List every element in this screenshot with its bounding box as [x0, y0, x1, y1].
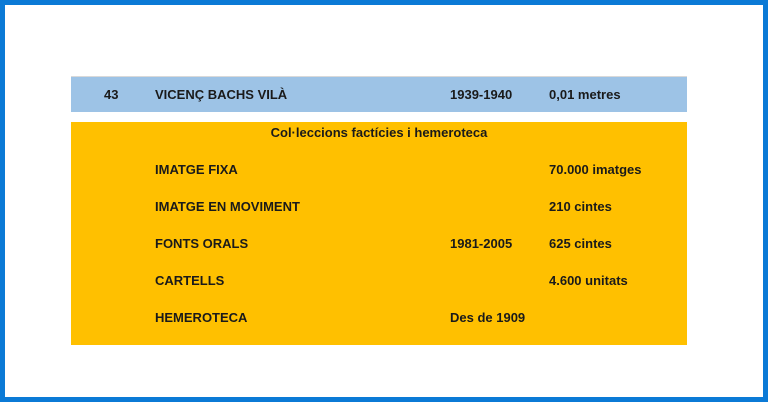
collections-section-title: Col·leccions factícies i hemeroteca [270, 125, 488, 140]
fonds-dates: 1939-1940 [450, 87, 513, 102]
collection-extent: 4.600 unitats [549, 273, 628, 288]
fonds-number: 43 [104, 87, 119, 102]
collection-dates: Des de 1909 [450, 310, 526, 325]
collection-name: FONTS ORALS [155, 236, 249, 251]
collection-name: CARTELLS [155, 273, 225, 288]
collections-section [71, 122, 687, 345]
fonds-extent: 0,01 metres [549, 87, 621, 102]
collection-extent: 625 cintes [549, 236, 612, 251]
collection-extent: 70.000 imatges [549, 162, 642, 177]
fonds-table-row [71, 76, 687, 112]
collection-extent: 210 cintes [549, 199, 612, 214]
collection-name: IMATGE EN MOVIMENT [155, 199, 300, 214]
collection-name: HEMEROTECA [155, 310, 248, 325]
collection-name: IMATGE FIXA [155, 162, 238, 177]
fonds-name: VICENÇ BACHS VILÀ [155, 87, 288, 102]
collection-dates: 1981-2005 [450, 236, 513, 251]
